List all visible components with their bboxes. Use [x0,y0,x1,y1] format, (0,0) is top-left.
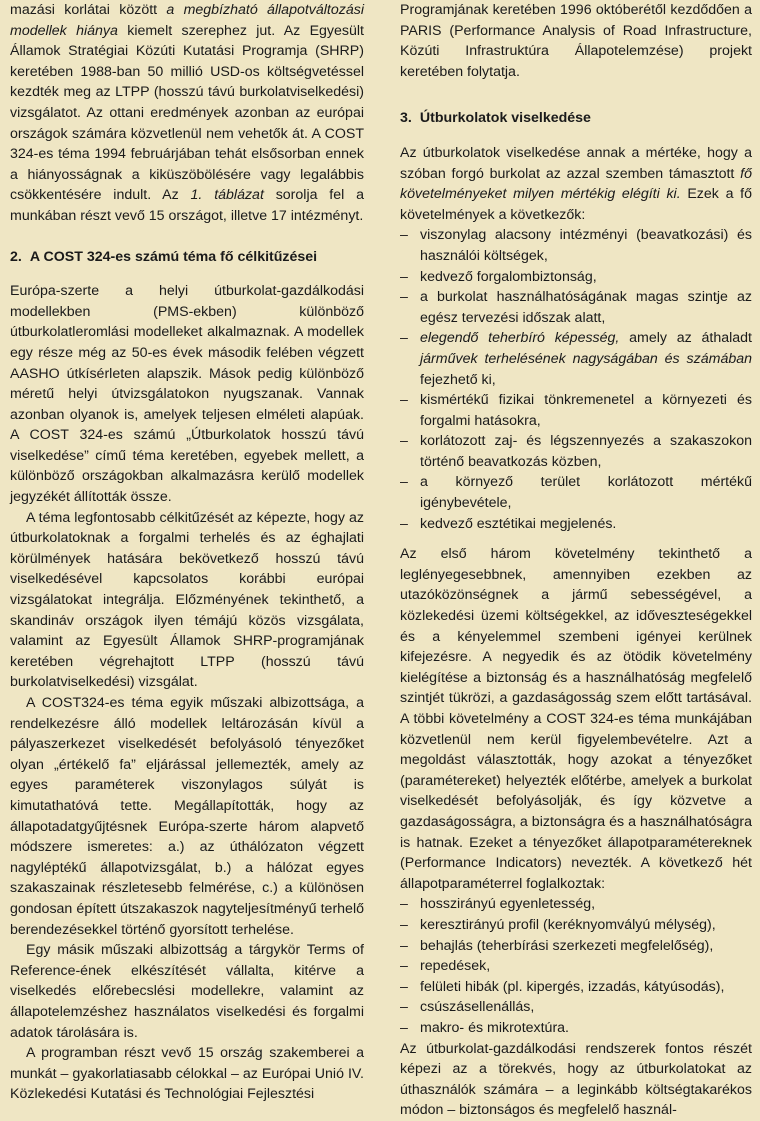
text-run: kiemelt szerephez jut. Az Egyesült Államok Stratégiai Közúti Kutatási Programja (SHRP) keretében 1988-ban 50 millió USD-os költségvetéssel kezdték meg az LTPP (hosszú távú burkolatviselkedési) vizsgálatot. Az ottani eredmények azonban az európai országok számára közvetlenül nem vehetők át. A COST 324-es téma 1994 februárjában tehát elsősorban ennek a hiányosságnak a kiküszöbölésére vagy legalábbis csökkentésére indult. Az [10,22,364,204]
list-item: – keresztirányú profil (keréknyomvályú mélység), [400,915,752,936]
list-item: – behajlás (teherbírási szerkezeti megfelelőség), [400,936,752,957]
list-item [400,328,752,390]
paragraph: Az első három követelmény tekinthető a leglényegesebbnek, amennyiben ezekben az utazóközönségnek a jármű sebességével, a közlekedési üzemi költségekkel, az időveszteségekkel és a kényelemmel szembeni igényei kerülnek kifejezésre. A negyedik és az ötödik követelmény kielégítése a biztonság és a használhatóság megfelelő szintjét tükrözi, a gazdaságosság szem előtt tartásával. A többi követelmény a COST 324-es téma munkájában közvetlenül nem kerül figyelembevételre. Azt a megoldást választották, hogy azokat a tényezőket (paramétereket) helyezték előtérbe, amelyek a burkolat viselkedését befolyásolják, és így közvetve a gazdaságosságra, a biztonságra és a használhatóságra is hatnak. Ezeket a tényezőket állapotparamétereknek (Performance Indicators) nevezték. A következő hét állapotparaméterrel foglalkoztak: [400,546,752,892]
section-number: 3. [400,110,412,127]
list-item: – korlátozott zaj- és légszennyezés a szakaszokon történő beavatkozás közben, [400,431,752,472]
paragraph: Egy másik műszaki albizottság a tárgykör Terms of Reference-ének elkészítését vállalta, kitérve a viselkedés előrebecslési modellekre, valamint az állapotelemzéshez használatos viselkedési és forgalmi adatok tárolására is. [10,942,364,1041]
paragraph: Európa-szerte a helyi útburkolat-gazdálkodási modellekben (PMS-ekben) különböző útburkolatleromlási modelleket alkalmaznak. A modellek egy része még az 50-es évek második felében végzett AASHO útkísérleten alapszik. Mások pedig különböző méretű helyi útvizsgálatokon nyugszanak. Vannak azonban olyanok is, amelyek teljesen elméleti alapúak. A COST 324-es számú „Útburkolatok hosszú távú viselkedése” című téma keretében, egyebek mellett, a különböző országokban alkalmazásra kerülő modellek jegyzékét állították össze. [10,283,364,506]
list-item: – csúszásellenállás, [400,997,752,1018]
parameters-list [400,894,752,1038]
list-item: – viszonylag alacsony intézményi (beavatkozási) és használói költségek, [400,225,752,266]
paragraph: Programjának keretében 1996 októberétől kezdődően a PARIS (Performance Analysis of Road Infrastructure, Közúti Infrastruktúra Állapotelemzése) projekt keretében folytatja. [400,2,752,80]
text-run: mazási korlátai között [10,2,167,18]
emphasis-text: járművek terhelésének nagyságában és számában [420,350,752,367]
text-run: amely az áthaladt [619,330,752,347]
list-item: – a környező terület korlátozott mértékű igénybevétele, [400,472,752,513]
paragraph: A téma legfontosabb célkitűzését az képezte, hogy az útburkolatoknak a forgalmi terhelés és az éghajlati körülmények hatására bekövetkező hosszú távú viselkedésével kapcsolatos korábbi európai vizsgálatokat integrálja. Előzményének tekinthető, a skandináv országok ilyen témájú közös vizsgálata, valamint az Egyesült Államok SHRP-programjának keretében végrehajtott LTPP (hosszú távú burkolatviselkedési) vizsgálat. [10,509,364,691]
list-item: – kedvező esztétikai megjelenés. [400,514,752,535]
text-run: sorolja fel a munkában részt vevő 15 országot, illetve 17 intézményt. [10,187,364,224]
paragraph: Az útburkolat-gazdálkodási rendszerek fontos részét képezi az a törekvés, hogy az útburkolatokat az úthasználók számára – a leginkább költségtakarékos módon – biztonságos és megfelelő használ- [400,1040,752,1119]
section-title: A COST 324-es számú téma fő célkitűzései [29,248,318,265]
paragraph: A programban részt vevő 15 ország szakemberei a munkát – gyakorlatiasabb célokkal – az Európai Unió IV. Közlekedési Kutatási és Technológiai Fejlesztési [10,1045,364,1103]
emphasis-text: elegendő teherbíró képesség, [420,330,620,347]
requirements-list [400,225,752,534]
list-item: – hosszirányú egyenletesség, [400,894,752,915]
paragraph: A COST324-es téma egyik műszaki albizottsága, a rendelkezésre álló modellek leltározásán kívül a pályaszerkezet viselkedését befolyásoló tényezőket olyan „értékelő fa” eljárással jellemezték, amely az egyes paraméterek viszonylagos súlyát is kimutathatóvá tette. Megállapították, hogy az állapotadatgyűjtésnek Európa-szerte három alapvető módszere ismeretes: a.) az úthálózaton végzett nagyléptékű állapotvizsgálat, b.) a hálózat egyes szakaszainak részletesebb felmérése, c.) a különösen gondosan épített útszakaszok nagyteljesítményű terhelő berendezésekkel történő gyorsított terhelése. [10,695,364,938]
list-item: – kedvező forgalombiztonság, [400,267,752,288]
emphasis-text: a megbízható állapotváltozási modellek hiánya [10,2,364,39]
list-item: – felületi hibák (pl. kipergés, izzadás, kátyúsodás), [400,977,752,998]
list-item: – a burkolat használhatóságának magas szintje az egész tervezési időszak alatt, [400,287,752,328]
paragraph [10,0,364,227]
text-run: Az útburkolatok viselkedése annak a mértéke, hogy a szóban forgó burkolat az azzal szemben támasztott [400,144,752,182]
section-heading-2 [10,247,364,268]
emphasis-text: fő követelményeket milyen mértékig elégíti ki. [400,165,752,203]
list-item: – kismértékű fizikai tönkremenetel a környezeti és forgalmi hatásokra, [400,390,752,431]
section-title: Útburkolatok viselkedése [419,110,591,127]
text-run: Ezek a fő követelmények a következők: [400,186,752,223]
right-column [400,0,752,1121]
section-number: 2. [10,248,22,265]
section-heading-3 [400,108,752,129]
left-column [10,0,364,1105]
table-reference: 1. táblázat [190,187,264,204]
paragraph [400,143,752,225]
list-item: – repedések, [400,956,752,977]
list-item: – makro- és mikrotextúra. [400,1018,752,1039]
text-run: fejezhető ki, [420,371,496,388]
